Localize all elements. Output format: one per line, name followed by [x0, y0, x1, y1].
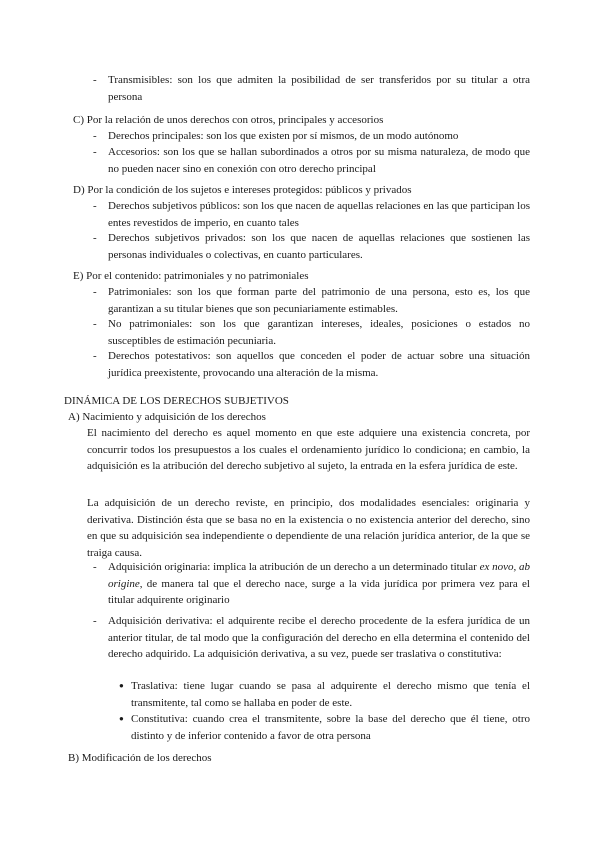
- list-item: [93, 613, 530, 663]
- section-title: DINÁMICA DE LOS DERECHOS SUBJETIVOS: [64, 395, 289, 407]
- bullet-marker: ●: [119, 714, 124, 723]
- item-text: Adquisición originaria: implica la atribución de un derecho a un determinado titular: [108, 561, 480, 573]
- subsection-b-header: B) Modificación de los derechos: [68, 752, 212, 764]
- list-item: [93, 348, 530, 381]
- paragraph: El nacimiento del derecho es aquel momento en que este adquiere una existencia concreta, por concurrir todos los presupuestos a los cuales el ordenamiento jurídico lo condiciona; en cambio, la adquisición es la atribución del derecho subjetivo al sujeto, la entrada en la esfera jurídica de este.: [87, 427, 530, 472]
- latin-term: ex novo, ab origine: [108, 561, 530, 590]
- list-item: [119, 678, 530, 711]
- item-text: Derechos subjetivos públicos: son los que nacen de aquellas relaciones en las que participan los entes revestidos de imperio, en cuanto tales: [108, 200, 530, 229]
- item-text: Patrimoniales: son los que forman parte del patrimonio de una persona, esto es, los que garantizan a su titular bienes que son pecuniariamente estimables.: [108, 286, 530, 315]
- dash-marker: -: [93, 130, 97, 142]
- dash-marker: -: [93, 200, 97, 212]
- list-item: [119, 711, 530, 744]
- paragraph: La adquisición de un derecho reviste, en principio, dos modalidades esenciales: originaria y derivativa. Distinción ésta que se basa no en la existencia o no existencia anterior del derecho, sino en que su adquisición sea independiente o dependiente de una relación jurídica anterior, de la que se traiga causa.: [87, 497, 530, 559]
- list-item: [93, 230, 530, 263]
- dash-marker: -: [93, 318, 97, 330]
- list-item: [93, 316, 530, 349]
- dash-marker: -: [93, 74, 97, 86]
- item-text: Accesorios: son los que se hallan subordinados a otros por su misma naturaleza, de modo que no pueden nacer sino en conexión con otro derecho principal: [108, 146, 530, 175]
- item-text: Traslativa: tiene lugar cuando se pasa al adquirente el derecho mismo que tenía el transmitente, tal como se hallaba en poder de este.: [131, 680, 530, 709]
- item-text: , de manera tal que el derecho nace, surge a la vida jurídica por primera vez para el titular adquirente originario: [108, 577, 530, 606]
- section-d-header: D) Por la condición de los sujetos e intereses protegidos: públicos y privados: [73, 184, 412, 196]
- bullet-marker: ●: [119, 681, 124, 690]
- item-text: Derechos subjetivos privados: son los que nacen de aquellas relaciones que sostienen las personas individuales o colectivas, en cuanto particulares.: [108, 232, 530, 261]
- item-text: Constitutiva: cuando crea el transmitente, sobre la base del derecho que él tiene, otro distinto y de inferior contenido a favor de otra persona: [131, 713, 530, 742]
- list-item: [93, 559, 530, 609]
- section-e-header: E) Por el contenido: patrimoniales y no patrimoniales: [73, 270, 309, 282]
- item-text: Transmisibles: son los que admiten la posibilidad de ser transferidos por su titular a otra persona: [108, 74, 530, 103]
- list-item: [93, 128, 530, 145]
- dash-marker: -: [93, 146, 97, 158]
- item-text: Adquisición derivativa: el adquirente recibe el derecho procedente de la esfera jurídica de un anterior titular, de tal modo que la configuración del derecho en ella determina el contenido del derecho adquirido. La adquisición derivativa, a su vez, puede ser traslativa o constitutiva:: [108, 615, 530, 660]
- dash-marker: -: [93, 350, 97, 362]
- list-item: [93, 198, 530, 231]
- dash-marker: -: [93, 615, 97, 627]
- list-item: [93, 72, 530, 105]
- item-text: Derechos principales: son los que existen por sí mismos, de un modo autónomo: [108, 130, 459, 142]
- dash-marker: -: [93, 286, 97, 298]
- dash-marker: -: [93, 561, 97, 573]
- subsection-a-header: A) Nacimiento y adquisición de los derechos: [68, 411, 266, 423]
- dash-marker: -: [93, 232, 97, 244]
- list-item: [93, 144, 530, 177]
- item-text: No patrimoniales: son los que garantizan intereses, ideales, posiciones o estados no susceptibles de estimación pecuniaria.: [108, 318, 530, 347]
- section-c-header: C) Por la relación de unos derechos con otros, principales y accesorios: [73, 114, 384, 126]
- list-item: [93, 284, 530, 317]
- item-text: Derechos potestativos: son aquellos que conceden el poder de actuar sobre una situación jurídica preexistente, provocando una alteración de la misma.: [108, 350, 530, 379]
